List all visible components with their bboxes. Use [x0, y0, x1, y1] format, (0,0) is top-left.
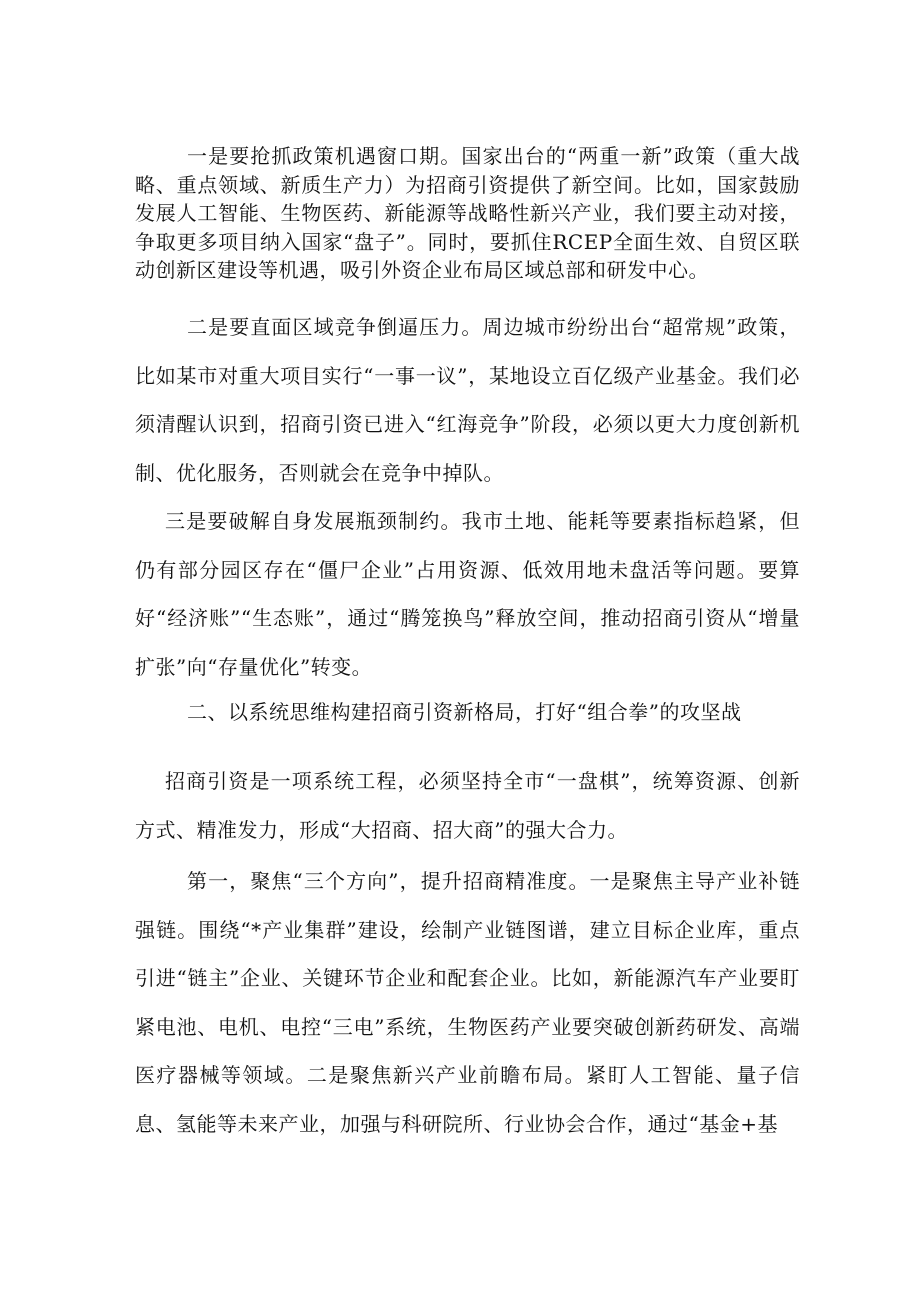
paragraph-three-directions: 第一，聚焦“三个方向”，提升招商精准度。一是聚焦主导产业补链强链。围绕“*产业集群”建设，绘制产业链图谱，建立目标企业库，重点引进“链主”企业、关键环节企业和配套企业。比如，新能源汽车产业要盯紧电池、电机、电控“三电”系统，生物医药产业要突破创新药研发、高端医疗器械等领域。二是聚焦新兴产业前瞻布局。紧盯人工智能、量子信息、氢能等未来产业，加强与科研院所、行业协会合作，通过“基金+基 [135, 869, 800, 1136]
paragraph-system-engineering: 招商引资是一项系统工程，必须坚持全市“一盘棋”，统筹资源、创新方式、精准发力，形成“大招商、招大商”的强大合力。 [135, 769, 800, 842]
paragraph-regional-competition: 二是要直面区域竞争倒逼压力。周边城市纷纷出台“超常规”政策，比如某市对重大项目实行“一事一议”，某地设立百亿级产业基金。我们必须清醒认识到，招商引资已进入“红海竞争”阶段，必须以更大力度创新机制、优化服务，否则就会在竞争中掉队。 [135, 315, 800, 485]
paragraph-policy-opportunity: 一是要抢抓政策机遇窗口期。国家出台的“两重一新”政策（重大战略、重点领域、新质生产力）为招商引资提供了新空间。比如，国家鼓励发展人工智能、生物医药、新能源等战略性新兴产业，我们要主动对接，争取更多项目纳入国家“盘子”。同时，要抓住RCEP全面生效、自贸区联动创新区建设等机遇，吸引外资企业布局区域总部和研发中心。 [135, 144, 800, 282]
section-heading: 二、以系统思维构建招商引资新格局，打好“组合拳”的攻坚战 [187, 700, 742, 724]
paragraph-development-bottleneck: 三是要破解自身发展瓶颈制约。我市土地、能耗等要素指标趋紧，但仍有部分园区存在“僵尸企业”占用资源、低效用地未盘活等问题。要算好“经济账”“生态账”，通过“腾笼换鸟”释放空间，推动招商引资从“增量扩张”向“存量优化”转变。 [135, 509, 800, 679]
